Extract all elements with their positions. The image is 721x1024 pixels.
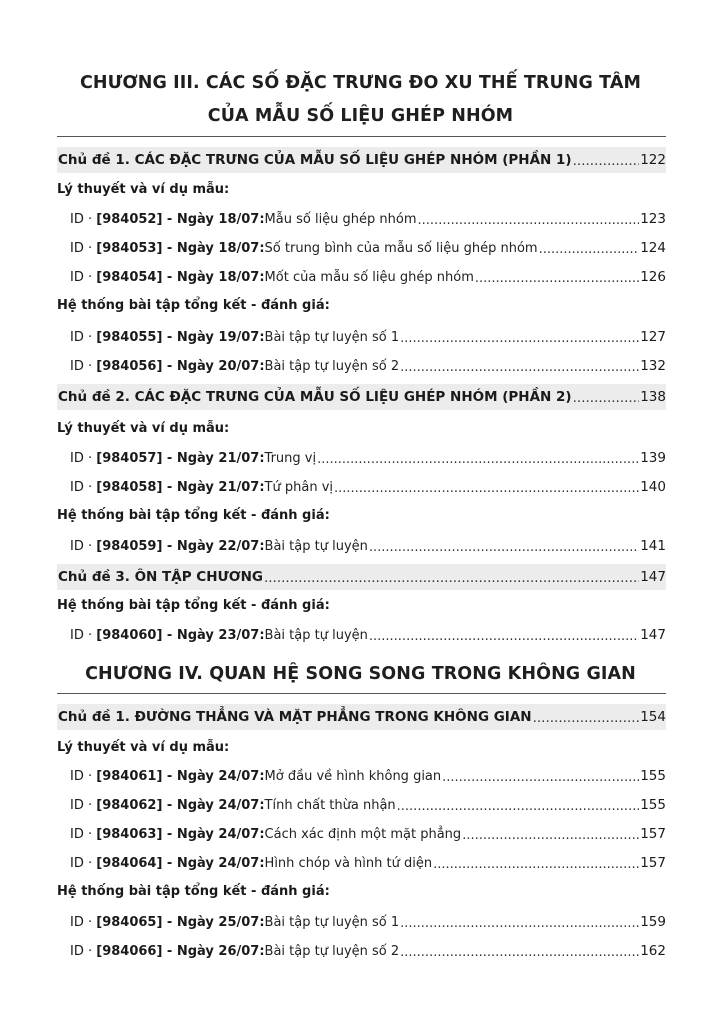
- entry-title: Mở đầu về hình không gian: [264, 769, 442, 784]
- section-heading: Lý thuyết và ví dụ mẫu:: [57, 182, 230, 197]
- dot-leader: [573, 390, 640, 406]
- topic-row[interactable]: [57, 384, 666, 410]
- toc-entry[interactable]: [70, 855, 666, 871]
- entry-title: Bài tập tự luyện số 1: [264, 330, 400, 345]
- entry-page-number: 124: [640, 240, 666, 256]
- topic-row[interactable]: [57, 564, 666, 590]
- entry-title: Cách xác định một mặt phẳng: [264, 827, 462, 842]
- chapter-4-title: CHƯƠNG IV. QUAN HỆ SONG SONG TRONG KHÔNG GIAN: [85, 664, 636, 684]
- dot-leader: [533, 710, 640, 726]
- entry-page-number: 159: [640, 914, 666, 930]
- dot-leader: [400, 945, 639, 960]
- topic-page-number: 122: [640, 152, 666, 168]
- section-heading: Hệ thống bài tập tổng kết - đánh giá:: [57, 598, 330, 613]
- toc-entry[interactable]: [70, 768, 666, 784]
- entry-title: Bài tập tự luyện số 1: [264, 915, 400, 930]
- entry-title: Mốt của mẫu số liệu ghép nhóm: [264, 270, 474, 285]
- dot-leader: [400, 916, 639, 931]
- entry-title: Hình chóp và hình tứ diện: [264, 856, 433, 871]
- entry-page-number: 126: [640, 269, 666, 285]
- entry-label: ID · [984058] - Ngày 21/07:: [70, 480, 265, 495]
- entry-label: ID · [984061] - Ngày 24/07:: [70, 769, 265, 784]
- entry-title: Bài tập tự luyện số 2: [264, 359, 400, 374]
- entry-label: ID · [984052] - Ngày 18/07:: [70, 212, 265, 227]
- entry-page-number: 157: [640, 826, 666, 842]
- toc-entry[interactable]: [70, 358, 666, 374]
- entry-page-number: 139: [640, 450, 666, 466]
- topic-page-number: 138: [640, 389, 666, 405]
- entry-label: ID · [984056] - Ngày 20/07:: [70, 359, 265, 374]
- entry-label: ID · [984059] - Ngày 22/07:: [70, 539, 265, 554]
- toc-entry[interactable]: [70, 797, 666, 813]
- entry-label: ID · [984066] - Ngày 26/07:: [70, 944, 265, 959]
- toc-entry[interactable]: [70, 240, 666, 256]
- dot-leader: [317, 452, 639, 467]
- entry-label: ID · [984053] - Ngày 18/07:: [70, 241, 265, 256]
- entry-page-number: 162: [640, 943, 666, 959]
- toc-entry[interactable]: [70, 450, 666, 466]
- dot-leader: [369, 540, 639, 555]
- dot-leader: [462, 828, 639, 843]
- chapter-3-divider: [57, 136, 666, 137]
- chapter-4-divider: [57, 693, 666, 694]
- entry-title: Bài tập tự luyện: [264, 539, 368, 554]
- entry-label: ID · [984064] - Ngày 24/07:: [70, 856, 265, 871]
- toc-entry[interactable]: [70, 211, 666, 227]
- toc-entry[interactable]: [70, 914, 666, 930]
- topic-row[interactable]: [57, 147, 666, 173]
- section-heading: Hệ thống bài tập tổng kết - đánh giá:: [57, 508, 330, 523]
- toc-entry[interactable]: [70, 943, 666, 959]
- entry-page-number: 157: [640, 855, 666, 871]
- toc-entry[interactable]: [70, 538, 666, 554]
- entry-page-number: 123: [640, 211, 666, 227]
- chapter-3-title-line1: CHƯƠNG III. CÁC SỐ ĐẶC TRƯNG ĐO XU THẾ TRUNG TÂM: [79, 73, 642, 93]
- dot-leader: [442, 770, 639, 785]
- toc-entry[interactable]: [70, 627, 666, 643]
- dot-leader: [400, 360, 639, 375]
- entry-page-number: 155: [640, 797, 666, 813]
- dot-leader: [334, 481, 639, 496]
- topic-title: Chủ đề 2. CÁC ĐẶC TRƯNG CỦA MẪU SỐ LIỆU GHÉP NHÓM (PHẦN 2): [58, 389, 572, 405]
- toc-entry[interactable]: [70, 329, 666, 345]
- topic-title: Chủ đề 3. ÔN TẬP CHƯƠNG: [58, 569, 263, 585]
- section-heading: Hệ thống bài tập tổng kết - đánh giá:: [57, 298, 330, 313]
- dot-leader: [573, 153, 640, 169]
- dot-leader: [418, 213, 640, 228]
- chapter-3-title-line2: CỦA MẪU SỐ LIỆU GHÉP NHÓM: [207, 106, 514, 126]
- topic-title: Chủ đề 1. ĐƯỜNG THẲNG VÀ MẶT PHẲNG TRONG KHÔNG GIAN: [58, 709, 532, 725]
- toc-entry[interactable]: [70, 269, 666, 285]
- entry-title: Số trung bình của mẫu số liệu ghép nhóm: [264, 241, 538, 256]
- entry-page-number: 141: [640, 538, 666, 554]
- entry-page-number: 127: [640, 329, 666, 345]
- entry-title: Tứ phân vị: [264, 480, 333, 495]
- entry-label: ID · [984065] - Ngày 25/07:: [70, 915, 265, 930]
- entry-label: ID · [984063] - Ngày 24/07:: [70, 827, 265, 842]
- dot-leader: [397, 799, 640, 814]
- entry-page-number: 140: [640, 479, 666, 495]
- topic-row[interactable]: [57, 704, 666, 730]
- entry-page-number: 155: [640, 768, 666, 784]
- section-heading: Hệ thống bài tập tổng kết - đánh giá:: [57, 884, 330, 899]
- entry-title: Tính chất thừa nhận: [264, 798, 396, 813]
- entry-page-number: 147: [640, 627, 666, 643]
- dot-leader: [539, 242, 640, 257]
- entry-label: ID · [984060] - Ngày 23/07:: [70, 628, 265, 643]
- topic-page-number: 147: [640, 569, 666, 585]
- entry-title: Bài tập tự luyện số 2: [264, 944, 400, 959]
- entry-label: ID · [984062] - Ngày 24/07:: [70, 798, 265, 813]
- topic-title: Chủ đề 1. CÁC ĐẶC TRƯNG CỦA MẪU SỐ LIỆU GHÉP NHÓM (PHẦN 1): [58, 152, 572, 168]
- dot-leader: [400, 331, 639, 346]
- entry-title: Trung vị: [264, 451, 317, 466]
- section-heading: Lý thuyết và ví dụ mẫu:: [57, 421, 230, 436]
- topic-page-number: 154: [640, 709, 666, 725]
- toc-entry[interactable]: [70, 826, 666, 842]
- dot-leader: [433, 857, 639, 872]
- dot-leader: [369, 629, 639, 644]
- entry-label: ID · [984057] - Ngày 21/07:: [70, 451, 265, 466]
- entry-page-number: 132: [640, 358, 666, 374]
- dot-leader: [475, 271, 639, 286]
- dot-leader: [264, 570, 639, 586]
- entry-title: Bài tập tự luyện: [264, 628, 368, 643]
- entry-label: ID · [984054] - Ngày 18/07:: [70, 270, 265, 285]
- toc-entry[interactable]: [70, 479, 666, 495]
- entry-label: ID · [984055] - Ngày 19/07:: [70, 330, 265, 345]
- section-heading: Lý thuyết và ví dụ mẫu:: [57, 740, 230, 755]
- entry-title: Mẫu số liệu ghép nhóm: [264, 212, 417, 227]
